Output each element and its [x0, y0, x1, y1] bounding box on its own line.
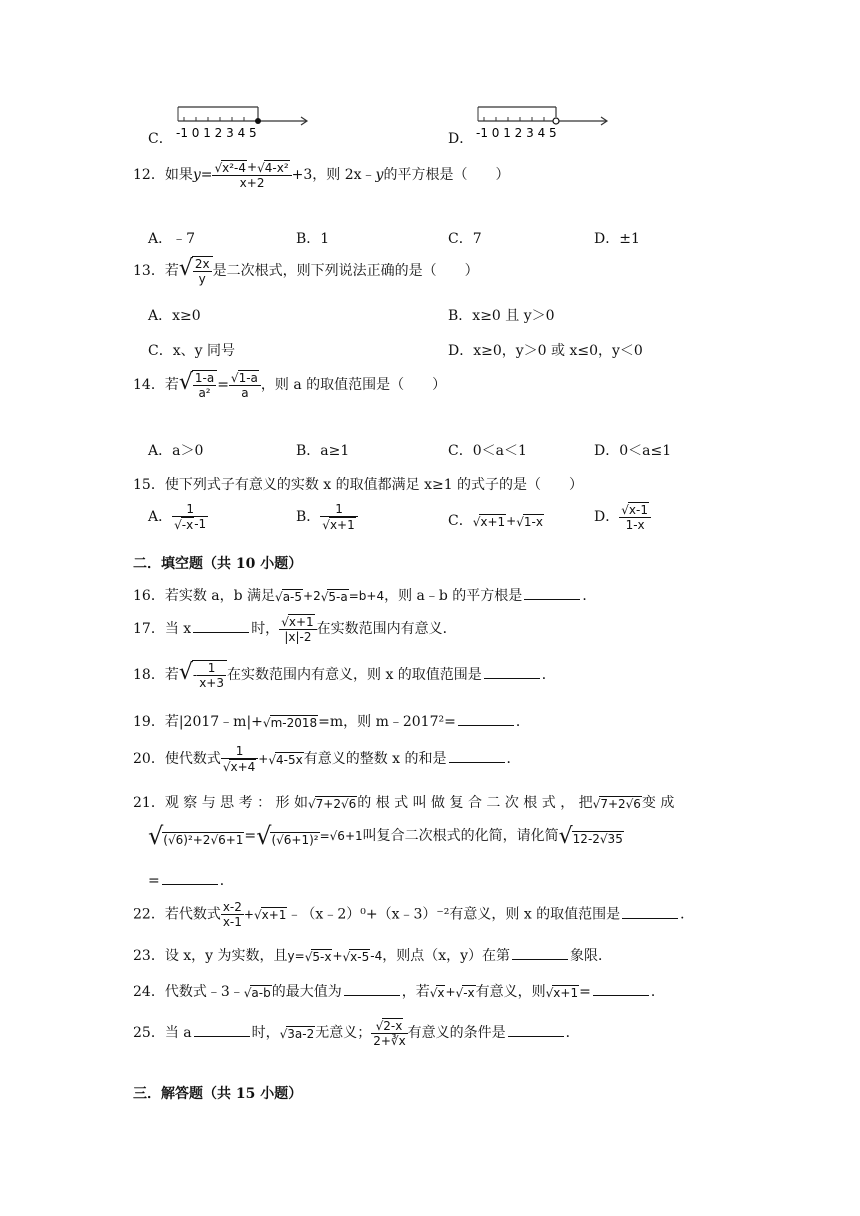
q14-option-a[interactable]: A．a＞0 [148, 443, 204, 459]
q11-d-tick-labels: -1 0 1 2 3 4 5 [476, 126, 557, 140]
q23-answer-blank[interactable] [512, 947, 568, 960]
q12-option-d[interactable]: D．±1 [594, 231, 640, 247]
q24-answer-blank-1[interactable] [344, 983, 400, 996]
q16-answer-blank[interactable] [524, 587, 580, 600]
q15-option-d[interactable]: D． $\frac{√x-1}{1-x}$ [594, 502, 651, 532]
q13-option-c[interactable]: C．x、y 同号 [148, 343, 235, 359]
q20-answer-blank[interactable] [449, 750, 505, 763]
q13-option-b[interactable]: B．x≥0 且 y＞0 [448, 308, 555, 324]
question-18: 18．若√- $\frac{1}{x+3}$ 在实数范围内有意义，则 x 的取值范围是 ． [133, 660, 556, 690]
question-21-line-2: √(√6)²+2√6+1=√(√6+1)²=√6+1叫复合二次根式的化简，请化简√12-2√35 [148, 822, 623, 850]
q11-c-tick-labels: -1 0 1 2 3 4 5 [176, 126, 257, 140]
q15-option-a[interactable]: A． $\frac{1}{√-x-1}$ [148, 502, 207, 532]
question-16: 16．若实数 a，b 满足√a-5+2√5-a=b+4，则 a﹣b 的平方根是 ． [133, 588, 597, 604]
q15-option-c[interactable]: C．√x+1+√1-x [448, 513, 543, 529]
q17-answer-blank[interactable] [193, 620, 249, 633]
q25-answer-blank-2[interactable] [508, 1024, 564, 1037]
q22-answer-blank[interactable] [622, 906, 678, 919]
question-12: 12．如果y= $\frac{\text{√x²-4+√4-x²}}{x+2}$ +3，则 2x﹣y的平方根是（ ） [133, 160, 510, 190]
q14-option-b[interactable]: B．a≥1 [296, 443, 350, 459]
q14-option-c[interactable]: C．0＜a＜1 [448, 443, 527, 459]
q18-answer-blank[interactable] [484, 666, 540, 679]
q11-number-line-c [170, 102, 320, 147]
question-25: 25．当 a 时，√3a-2无意义； $\frac{√2-x}{2+∛x}$ 有意义的条件是 ． [133, 1019, 580, 1048]
question-13: 13．若√ $\frac{2x}{y}$ 是二次根式，则下列说法正确的是（ ） [133, 256, 479, 286]
question-24: 24．代数式﹣3﹣√a-b的最大值为 ，若√x+√-x有意义，则√x+1= ． [133, 984, 665, 1000]
q13-option-d[interactable]: D．x≥0，y＞0 或 x≤0，y＜0 [448, 343, 643, 359]
question-21-line-1: 21．观 察 与 思 考 ： 形 如√7+2√6的 根 式 叫 做 复 合 二 次 根 式 ， 把√7+2√6变 成 [133, 795, 675, 811]
q12-option-c[interactable]: C．7 [448, 231, 482, 247]
question-15: 15．使下列式子有意义的实数 x 的取值都满足 x≥1 的式子的是（ ） [133, 477, 584, 493]
question-22: 22．若代数式 $\frac{x-2}{x-1}$ +√x+1﹣（x﹣2）⁰+（x﹣3）⁻²有意义，则 x 的取值范围是 ． [133, 900, 695, 929]
question-14: 14．若√ $\frac{1-a}{\text{a²}}$ = $\frac{√1-a}{a}$ ，则 a 的取值范围是（ ） [133, 370, 447, 400]
q25-answer-blank-1[interactable] [194, 1024, 250, 1037]
q14-option-d[interactable]: D．0＜a≤1 [594, 443, 672, 459]
question-19: 19．若|2017﹣m|+√m-2018=m，则 m﹣2017²= ． [133, 714, 530, 730]
q15-option-b[interactable]: B． $\frac{1}{√x+1}$ [296, 502, 358, 532]
section-3-title: 三．解答题（共 15 小题） [133, 1086, 303, 1102]
q12-option-b[interactable]: B．1 [296, 231, 330, 247]
q21-answer-blank[interactable] [162, 872, 218, 885]
q11-option-d-label: D． [448, 131, 474, 147]
section-2-title: 二．填空题（共 10 小题） [133, 556, 303, 572]
question-20: 20．使代数式 $\frac{1}{√x+4}$ +√4-5x有意义的整数 x 的和是 ． [133, 744, 521, 774]
q19-answer-blank[interactable] [458, 713, 514, 726]
q11-number-line-d [470, 102, 620, 147]
question-21-line-3: = ． [148, 873, 234, 889]
q11-option-c-label: C． [148, 131, 173, 147]
question-23: 23．设 x，y 为实数，且y=√5-x+√x-5-4，则点（x，y）在第 象限． [133, 948, 613, 964]
q24-answer-blank-2[interactable] [593, 983, 649, 996]
q12-fraction: $\frac{\text{√x²-4+√4-x²}}{x+2}$ [212, 160, 291, 190]
question-17: 17．当 x 时， $\frac{√x+1}{|x|-2}$ 在实数范围内有意义． [133, 615, 457, 644]
q12-option-a[interactable]: A．﹣7 [148, 231, 196, 247]
q13-option-a[interactable]: A．x≥0 [148, 308, 201, 324]
